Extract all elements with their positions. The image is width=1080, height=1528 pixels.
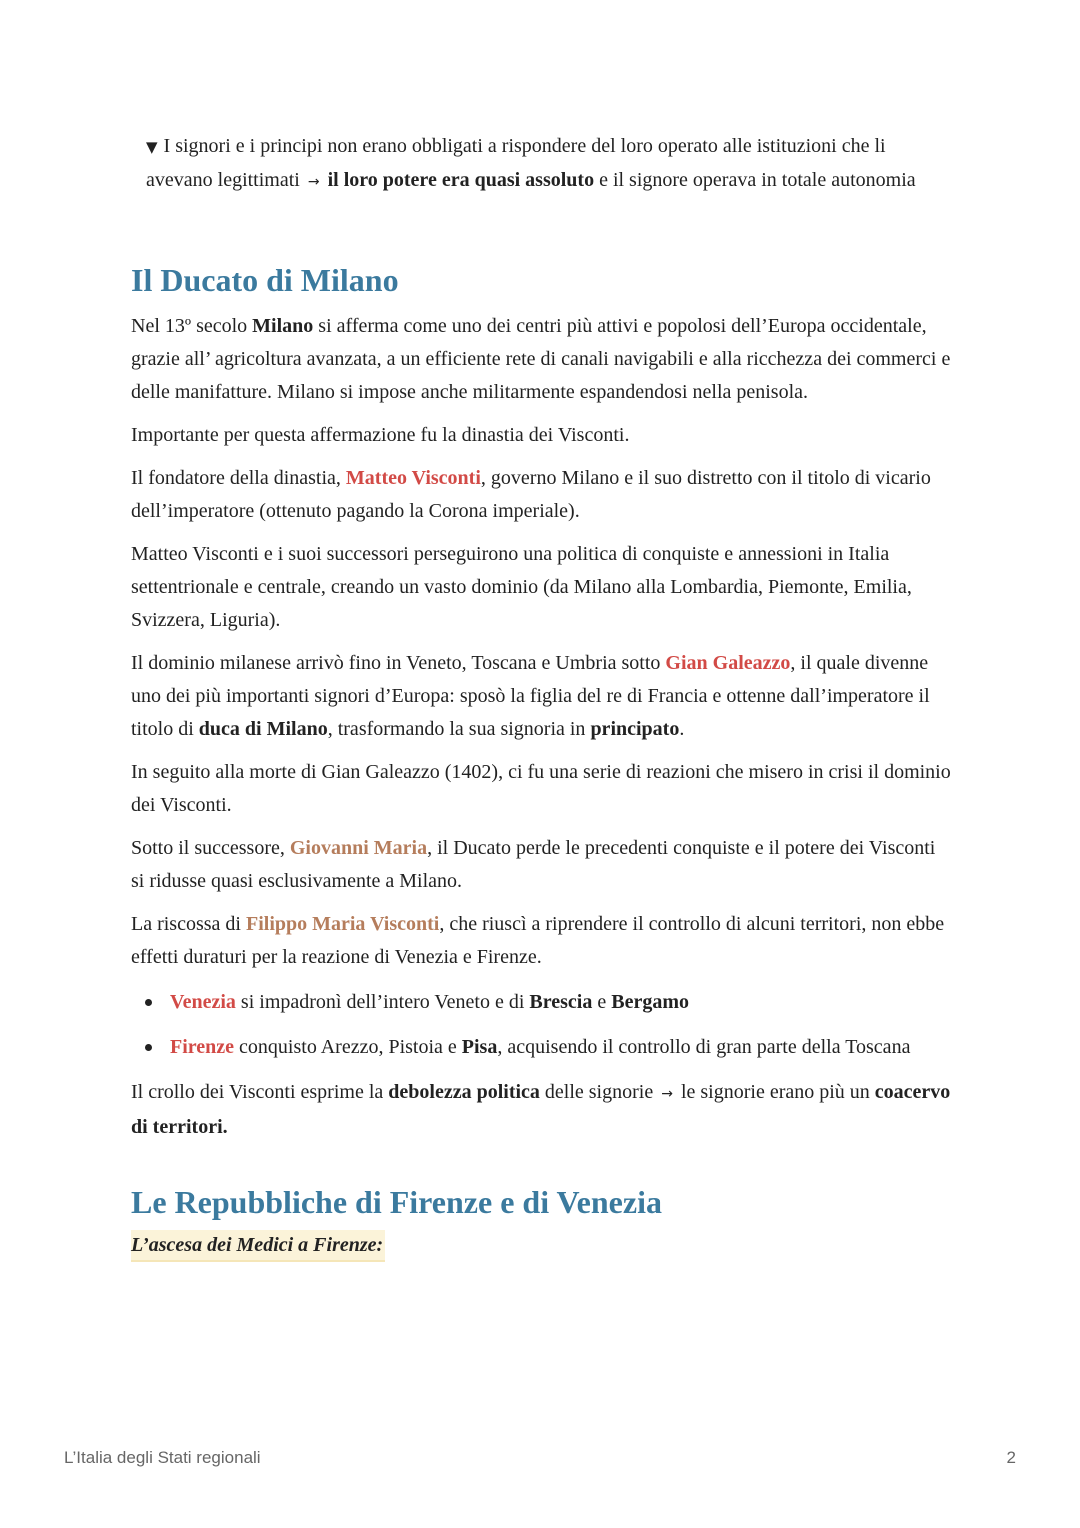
p1-text-a: Nel 13º secolo (131, 315, 253, 337)
p1-text-c: si afferma come uno dei centri più attivi e popolosi dell’Europa occidentale, grazie all’ agricoltura avanzata, a un efficiente rete di canali navigabili e alla ricchezza dei commerci e delle manifatture. Milano si impose anche militarmente espandendosi nella penisola. (131, 315, 951, 403)
p8-text-a: La riscossa di (131, 913, 246, 935)
li1-bold-bergamo: Bergamo (611, 991, 689, 1013)
p9-text-a: Il crollo dei Visconti esprime la (131, 1081, 389, 1103)
name-venezia: Venezia (170, 991, 236, 1013)
arrow-right-icon: → (307, 174, 320, 190)
intro-text: I signori e i principi non erano obbligati a rispondere del loro operato alle istituzioni che li avevano legittimati (146, 135, 886, 191)
li2-text-a: conquisto Arezzo, Pistoia e (234, 1036, 462, 1058)
section-title-milano: Il Ducato di Milano (131, 262, 399, 298)
list-item (131, 1031, 951, 1064)
footer-page-number: 2 (1006, 1448, 1016, 1467)
paragraph-1 (131, 310, 951, 409)
paragraph-3 (131, 462, 951, 528)
subheading-medici: L’ascesa dei Medici a Firenze: (131, 1230, 385, 1262)
p9-text-d: le signorie erano più un (680, 1081, 875, 1103)
p3-text-c: , governo Milano e il suo distretto con il titolo di vicario dell’imperatore (ottenuto pagando la Corona imperiale). (131, 467, 931, 522)
section-title-repubbliche: Le Repubbliche di Firenze e di Venezia (131, 1184, 662, 1220)
p8-text-c: , che riuscì a riprendere il controllo di alcuni territori, non ebbe effetti duraturi per la reazione di Venezia e Firenze. (131, 913, 945, 968)
name-giovanni-maria: Giovanni Maria (289, 837, 428, 859)
p5-text-d: , trasformando la sua signoria in (327, 718, 591, 740)
p5-text-c: , il quale divenne uno dei più importanti signori d’Europa: sposò la figlia del re di Francia e ottenne dall’imperatore il titolo di (131, 652, 930, 740)
paragraph-8 (131, 908, 951, 974)
footer-document-title: L’Italia degli Stati regionali (64, 1448, 261, 1467)
p3-text-a: Il fondatore della dinastia, (131, 467, 346, 489)
list-item (131, 986, 951, 1019)
name-firenze: Firenze (170, 1036, 235, 1058)
paragraph-9 (131, 1076, 951, 1144)
intro-text-end: e il signore operava in totale autonomia (594, 169, 916, 191)
p5-text-a: Il dominio milanese arrivò fino in Veneto, Toscana e Umbria sotto (131, 652, 666, 674)
li2-text-m: , acquisendo il controllo di gran parte della Toscana (497, 1036, 911, 1058)
name-filippo-maria: Filippo Maria Visconti (245, 913, 440, 935)
intro-bullet (146, 130, 946, 199)
bullet-dot-icon (145, 1044, 152, 1051)
triangle-down-icon: ▼ (146, 138, 158, 156)
p5-bold-duca: duca di Milano (198, 718, 328, 740)
paragraph-4: Matteo Visconti e i suoi successori perseguirono una politica di conquiste e annessioni in Italia settentrionale e centrale, creando un vasto dominio (da Milano alla Lombardia, Piemonte, Emilia, Svizzera, Liguria). (131, 543, 912, 631)
arrow-right-icon: → (661, 1086, 673, 1102)
p9-bold-coacervo: coacervo di territori. (131, 1081, 951, 1138)
paragraph-2: Importante per questa affermazione fu la dinastia dei Visconti. (131, 424, 630, 446)
conquest-list (131, 986, 951, 1064)
main-content (131, 258, 951, 1262)
p5-text-e: . (679, 718, 685, 740)
p7-text-c: , il Ducato perde le precedenti conquiste e il potere dei Visconti si ridusse quasi esclusivamente a Milano. (131, 837, 936, 892)
paragraph-6: In seguito alla morte di Gian Galeazzo (1402), ci fu una serie di reazioni che misero in crisi il dominio dei Visconti. (131, 761, 951, 816)
p1-bold-milano: Milano (252, 315, 314, 337)
name-matteo-visconti: Matteo Visconti (345, 467, 481, 489)
p9-text-c: delle signorie (539, 1081, 654, 1103)
bullet-dot-icon (145, 999, 152, 1006)
li1-bold-brescia: Brescia (529, 991, 593, 1013)
li1-text-a: si impadronì dell’intero Veneto e di (235, 991, 530, 1013)
p9-bold-debolezza: debolezza politica (388, 1081, 540, 1103)
p5-bold-principato: principato (590, 718, 680, 740)
intro-bold: il loro potere era quasi assoluto (327, 169, 595, 191)
li1-text-m: e (592, 991, 612, 1013)
p7-text-a: Sotto il successore, (131, 837, 290, 859)
li2-bold-pisa: Pisa (461, 1036, 498, 1058)
paragraph-7 (131, 832, 951, 898)
paragraph-5 (131, 647, 951, 746)
name-gian-galeazzo: Gian Galeazzo (665, 652, 791, 674)
